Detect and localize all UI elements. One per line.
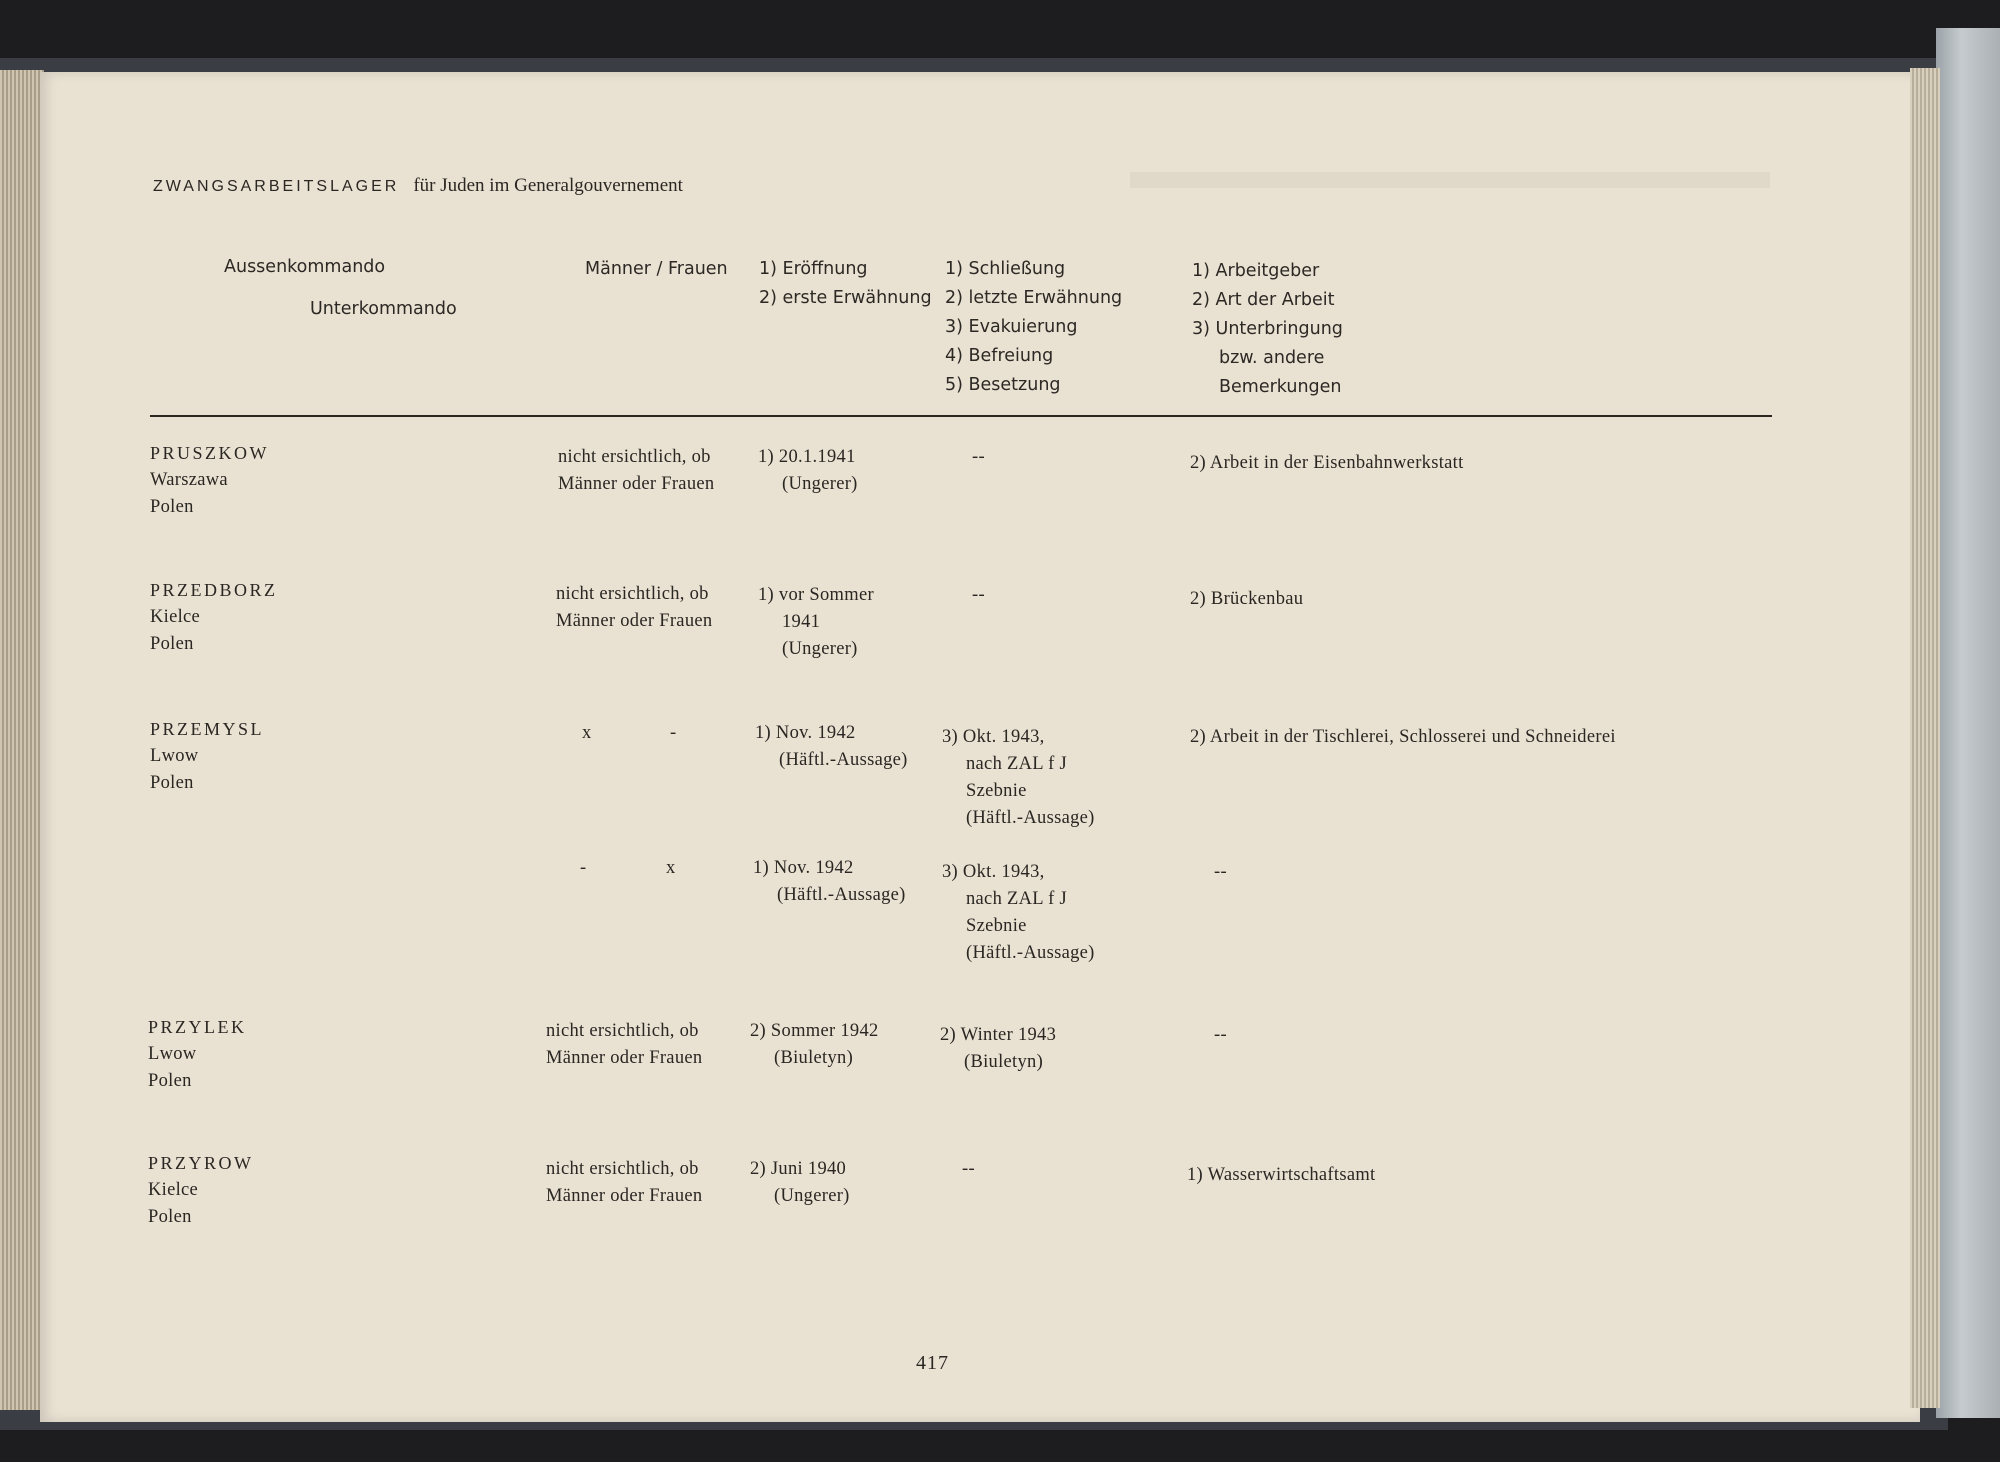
entry-remarks: [1190, 724, 1616, 751]
close-line: (Häftl.-Aussage): [966, 808, 1095, 828]
book-page: [40, 72, 1920, 1422]
header-line: 2) letzte Erwähnung: [945, 288, 1123, 308]
entry-open: [753, 855, 906, 909]
camp-district: Lwow: [148, 1044, 197, 1064]
remarks-line: --: [1214, 1025, 1227, 1045]
entry-name-przyrow: [148, 1150, 254, 1231]
open-line: 1) 20.1.1941: [758, 447, 856, 467]
header-line: bzw. andere: [1219, 348, 1325, 368]
camp-country: Polen: [150, 634, 194, 654]
gender-line: nicht ersichtlich, ob: [558, 447, 711, 467]
entry-gender: [546, 1156, 702, 1210]
header-line: Bemerkungen: [1219, 377, 1342, 397]
page-stack-left: [0, 70, 44, 1410]
remarks-line: 2) Arbeit in der Tischlerei, Schlosserei und Schneiderei: [1190, 727, 1616, 747]
close-line: nach ZAL f J: [966, 754, 1068, 774]
entry-open: [758, 582, 874, 663]
camp-district: Warszawa: [150, 470, 228, 490]
header-eroeffnung: [759, 255, 932, 313]
entry-close: [942, 859, 1095, 967]
close-line: 3) Okt. 1943,: [942, 862, 1045, 882]
header-line: 2) Art der Arbeit: [1192, 290, 1335, 310]
camp-name: PRUSZKOW: [150, 443, 270, 463]
remarks-line: --: [1214, 862, 1227, 882]
gender-line: nicht ersichtlich, ob: [546, 1159, 699, 1179]
title-caps: ZWANGSARBEITSLAGER: [153, 178, 400, 195]
entry-gender: [546, 1018, 702, 1072]
entry-close: [962, 1156, 975, 1183]
open-line: (Ungerer): [782, 474, 858, 494]
gender-line: Männer oder Frauen: [546, 1048, 703, 1068]
entry-open: [750, 1018, 879, 1072]
gender-line: nicht ersichtlich, ob: [546, 1021, 699, 1041]
close-line: 3) Okt. 1943,: [942, 727, 1045, 747]
open-line: 2) Sommer 1942: [750, 1021, 879, 1041]
header-line: 3) Evakuierung: [945, 317, 1078, 337]
header-line: 1) Schließung: [945, 259, 1066, 279]
close-line: --: [962, 1159, 975, 1179]
camp-district: Kielce: [150, 607, 201, 627]
entry-women-mark: x: [666, 858, 676, 878]
open-line: 1) Nov. 1942: [753, 858, 854, 878]
open-line: (Häftl.-Aussage): [779, 750, 908, 770]
close-line: nach ZAL f J: [966, 889, 1068, 909]
open-line: 1941: [782, 612, 821, 632]
open-line: 2) Juni 1940: [750, 1159, 847, 1179]
entry-remarks: [1187, 1162, 1375, 1189]
entry-close: [972, 582, 985, 609]
open-line: (Häftl.-Aussage): [777, 885, 906, 905]
entry-gender: [558, 444, 714, 498]
entry-remarks: [1214, 1022, 1227, 1049]
show-through-shadow: [1130, 172, 1770, 188]
close-line: Szebnie: [966, 916, 1027, 936]
header-line: 1) Arbeitgeber: [1192, 261, 1320, 281]
entry-remarks: [1214, 859, 1227, 886]
camp-country: Polen: [150, 773, 194, 793]
remarks-line: 2) Arbeit in der Eisenbahnwerkstatt: [1190, 453, 1464, 473]
page-title: [153, 175, 683, 197]
camp-country: Polen: [148, 1207, 192, 1227]
camp-name: PRZYROW: [148, 1153, 254, 1173]
gender-line: Männer oder Frauen: [556, 611, 713, 631]
header-line: 4) Befreiung: [945, 346, 1054, 366]
entry-open: [755, 720, 908, 774]
entry-remarks: [1190, 586, 1303, 613]
header-maenner-frauen: Männer / Frauen: [585, 259, 728, 279]
open-line: 1) Nov. 1942: [755, 723, 856, 743]
entry-name-przedborz: [150, 577, 278, 658]
entry-men-mark: -: [580, 858, 587, 878]
entry-close: [972, 444, 985, 471]
camp-name: PRZYLEK: [148, 1017, 247, 1037]
close-line: 2) Winter 1943: [940, 1025, 1057, 1045]
header-line: 5) Besetzung: [945, 375, 1061, 395]
gender-line: Männer oder Frauen: [546, 1186, 703, 1206]
open-line: (Ungerer): [782, 639, 858, 659]
page-stack-right: [1910, 68, 1940, 1408]
entry-gender: [556, 581, 712, 635]
open-line: (Ungerer): [774, 1186, 850, 1206]
gender-line: nicht ersichtlich, ob: [556, 584, 709, 604]
entry-name-przemysl: [150, 716, 264, 797]
book-board-edge: [1936, 28, 2000, 1418]
remarks-line: 1) Wasserwirtschaftsamt: [1187, 1165, 1376, 1185]
entry-close: [942, 724, 1095, 832]
gender-line: Männer oder Frauen: [558, 474, 715, 494]
close-line: (Biuletyn): [964, 1052, 1044, 1072]
title-subtitle: für Juden im Generalgouvernement: [413, 175, 683, 196]
open-line: 1) vor Sommer: [758, 585, 874, 605]
entry-men-mark: x: [582, 723, 592, 743]
remarks-line: 2) Brückenbau: [1190, 589, 1304, 609]
open-line: (Biuletyn): [774, 1048, 854, 1068]
entry-close: [940, 1022, 1056, 1076]
close-line: (Häftl.-Aussage): [966, 943, 1095, 963]
camp-name: PRZEMYSL: [150, 719, 265, 739]
header-line: 1) Eröffnung: [759, 259, 868, 279]
header-rule: [150, 415, 1772, 417]
header-unterkommando: Unterkommando: [310, 299, 457, 319]
camp-country: Polen: [148, 1071, 192, 1091]
header-arbeitgeber: [1192, 257, 1343, 402]
close-line: --: [972, 585, 985, 605]
camp-district: Kielce: [148, 1180, 199, 1200]
page-number: 417: [916, 1352, 949, 1374]
camp-country: Polen: [150, 497, 194, 517]
entry-women-mark: -: [670, 723, 677, 743]
header-line: 3) Unterbringung: [1192, 319, 1343, 339]
camp-name: PRZEDBORZ: [150, 580, 278, 600]
close-line: Szebnie: [966, 781, 1027, 801]
header-line: 2) erste Erwähnung: [759, 288, 932, 308]
entry-open: [758, 444, 858, 498]
entry-name-pruszkow: [150, 440, 269, 521]
close-line: --: [972, 447, 985, 467]
entry-open: [750, 1156, 850, 1210]
entry-remarks: [1190, 450, 1464, 477]
entry-name-przylek: [148, 1014, 247, 1095]
header-aussenkommando: Aussenkommando: [224, 257, 386, 277]
camp-district: Lwow: [150, 746, 199, 766]
header-schliessung: [945, 255, 1122, 400]
